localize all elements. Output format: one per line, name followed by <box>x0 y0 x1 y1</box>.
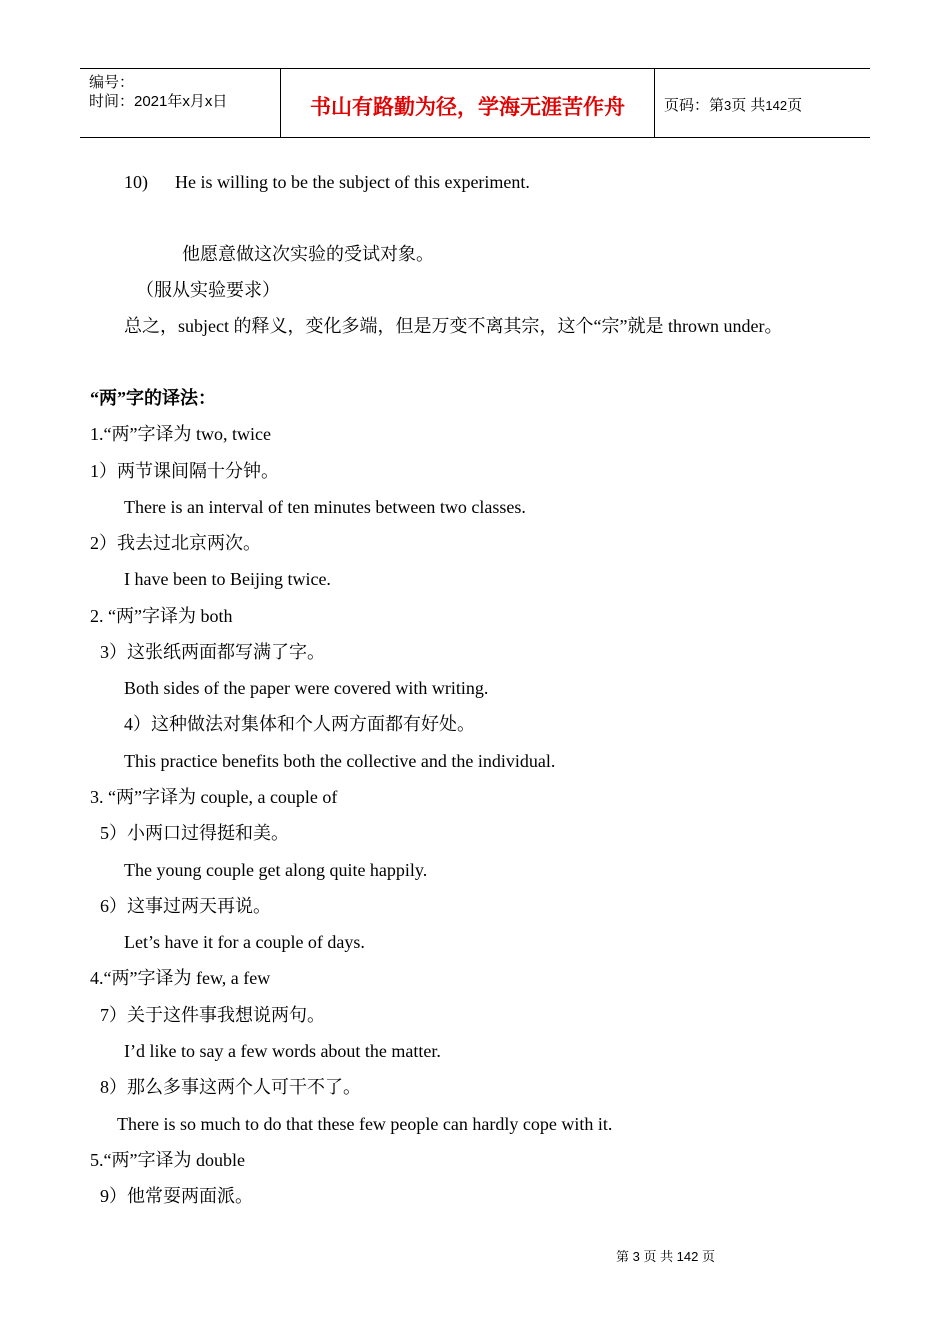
page-suffix: 页 <box>787 97 803 114</box>
example-en: There is an interval of ten minutes between two classes. <box>124 497 526 517</box>
page-prefix: 页码：第 <box>664 97 725 114</box>
subheading: 2. “两”字译为 both <box>90 606 233 626</box>
header-motto-cell <box>281 69 655 137</box>
example-zh: 7）关于这件事我想说两句。 <box>100 1005 325 1025</box>
time-label: 时间：2021年x月x日 <box>89 93 228 110</box>
page-indicator <box>664 94 802 115</box>
section-heading: “两”字的译法： <box>90 388 216 408</box>
page-number: 3 <box>724 98 732 113</box>
subheading: 5.“两”字译为 double <box>90 1150 245 1170</box>
translation-line: 他愿意做这次实验的受试对象。 <box>182 244 434 264</box>
example-zh: 3）这张纸两面都写满了字。 <box>100 642 325 662</box>
example-zh: 4）这种做法对集体和个人两方面都有好处。 <box>124 714 475 734</box>
example-en: The young couple get along quite happily. <box>124 860 428 880</box>
example-zh: 8）那么多事这两个人可干不了。 <box>100 1077 361 1097</box>
page-header <box>80 68 870 138</box>
example-en: I’d like to say a few words about the matter. <box>124 1041 441 1061</box>
page-total: 142 <box>765 98 788 113</box>
example-en: There is so much to do that these few people can hardly cope with it. <box>117 1114 613 1134</box>
example-zh: 1）两节课间隔十分钟。 <box>90 461 279 481</box>
subheading: 1.“两”字译为 two, twice <box>90 424 271 444</box>
example-en: I have been to Beijing twice. <box>124 569 331 589</box>
header-page-cell <box>655 69 870 137</box>
page-mid: 页 共 <box>731 97 766 114</box>
motto: 书山有路勤为径，学海无涯苦作舟 <box>310 96 625 119</box>
subheading: 3. “两”字译为 couple, a couple of <box>90 787 338 807</box>
example-zh: 5）小两口过得挺和美。 <box>100 823 289 843</box>
subheading: 4.“两”字译为 few, a few <box>90 968 271 988</box>
example-en: Both sides of the paper were covered with writing. <box>124 678 489 698</box>
example-zh: 2）我去过北京两次。 <box>90 533 261 553</box>
page-footer: 第 3 页 共 142 页 <box>616 1249 715 1264</box>
example-zh: 9）他常耍两面派。 <box>100 1186 253 1206</box>
number-label: 编号： <box>89 74 135 91</box>
example-en: Let’s have it for a couple of days. <box>124 932 365 952</box>
header-info-cell <box>80 69 281 137</box>
example-zh: 6）这事过两天再说。 <box>100 896 271 916</box>
summary-line: 总之，subject 的释义，变化多端，但是万变不离其宗，这个“宗”就是 thrown under。 <box>124 316 783 336</box>
example-line: 10) He is willing to be the subject of this experiment. <box>124 172 530 192</box>
note-line: （服从实验要求） <box>136 280 280 300</box>
example-en: This practice benefits both the collective and the individual. <box>124 751 556 771</box>
